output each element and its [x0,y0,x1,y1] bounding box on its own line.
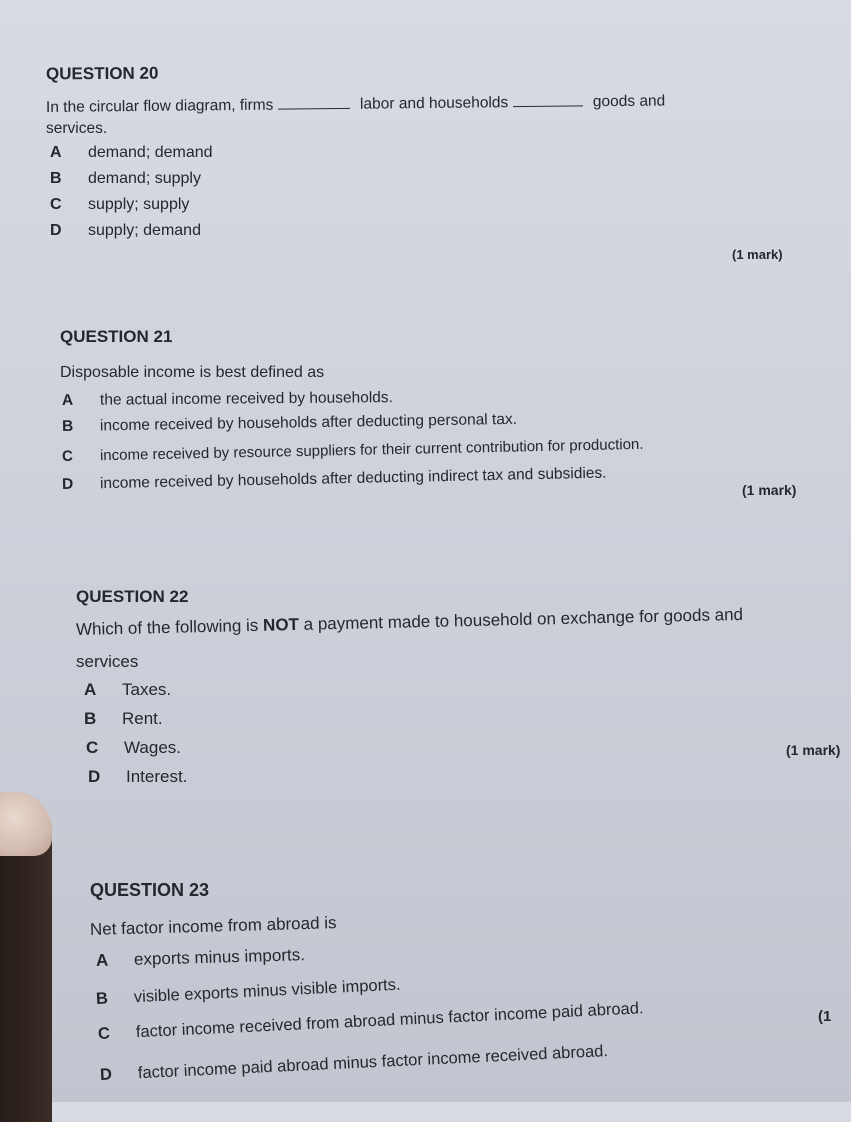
q22-option-c-letter: C [86,738,99,757]
q22-option-a-letter: A [84,680,97,699]
q23-option-c-text: factor income received from abroad minus factor income paid abroad. [135,999,644,1042]
q23-option-b [96,976,401,1009]
q22-option-d-letter: D [88,767,101,786]
q20-stem-part3: goods and [592,92,666,111]
q21-option-a-letter: A [61,391,74,409]
q22-stem [76,605,743,640]
q20-stem-part4: services. [46,120,108,137]
q23-option-c-letter: C [97,1024,111,1043]
q21-option-c-letter: C [61,447,74,465]
q20-option-b-text: demand; supply [88,170,201,187]
q23-option-b-text: visible exports minus visible imports. [133,975,401,1007]
q20-option-d-text: supply; demand [88,222,201,239]
q22-stem-bold: NOT [262,614,300,635]
question-21-title: QUESTION 21 [60,327,173,346]
q21-option-c-text: income received by resource suppliers for their current contribution for production. [99,435,644,465]
q20-option-a-text: demand; demand [88,144,213,161]
q20-option-a [50,144,213,162]
q21-option-a [62,389,393,410]
q21-option-c [62,436,644,465]
q20-option-c-letter: C [50,196,62,213]
q20-option-d [50,222,201,240]
q23-option-b-letter: B [95,989,109,1008]
q22-option-c-text: Wages. [124,738,182,757]
q20-blank-2 [513,105,583,107]
question-20-title: QUESTION 20 [45,63,159,84]
q21-option-b [62,411,517,436]
q22-stem-part3: services [76,652,139,671]
q21-option-b-letter: B [61,417,74,435]
question-22-title: QUESTION 22 [76,587,189,606]
q20-option-c [50,196,189,214]
q21-option-d-text: income received by households after deducting indirect tax and subsidies. [99,464,607,493]
q20-option-b-letter: B [50,170,62,187]
q22-option-a-text: Taxes. [122,680,172,699]
q21-stem: Disposable income is best defined as [60,364,325,381]
q23-option-d-letter: D [99,1065,113,1084]
q23-option-c [98,999,644,1044]
q22-stem-part2: a payment made to household on exchange for goods and [298,604,744,634]
q20-stem-part1: In the circular flow diagram, firms [45,96,274,116]
q22-option-d [88,767,187,787]
q20-option-a-letter: A [50,144,62,161]
q22-option-b-text: Rent. [122,709,163,728]
q23-option-a [96,945,305,970]
q21-option-a-text: the actual income received by households. [99,389,394,409]
q22-option-d-text: Interest. [126,767,188,786]
question-20-stem [46,93,665,117]
q20-option-d-letter: D [50,222,62,239]
q20-option-c-text: supply; supply [88,196,190,213]
q22-stem-part1: Which of the following is [75,615,264,639]
q23-option-a-text: exports minus imports. [133,945,306,969]
q23-mark: (1 [818,1008,832,1025]
q23-option-d [100,1042,609,1085]
q21-mark: (1 mark) [742,482,797,498]
q21-option-b-text: income received by households after deducting personal tax. [99,410,518,435]
q23-option-d-text: factor income paid abroad minus factor income received abroad. [137,1042,609,1083]
q21-option-d [62,465,607,494]
q23-option-a-letter: A [95,950,109,970]
q22-mark: (1 mark) [786,742,841,758]
q22-option-b-letter: B [84,709,97,728]
q23-stem: Net factor income from abroad is [89,913,337,939]
q22-option-c [86,738,181,758]
q22-option-a [84,680,171,700]
q20-stem-part2: labor and households [359,94,509,113]
q20-blank-1 [278,108,350,110]
q20-mark: (1 mark) [732,247,783,262]
q22-option-b [84,709,163,729]
question-23-title: QUESTION 23 [90,880,210,900]
q20-option-b [50,170,201,188]
q21-option-d-letter: D [61,475,74,493]
